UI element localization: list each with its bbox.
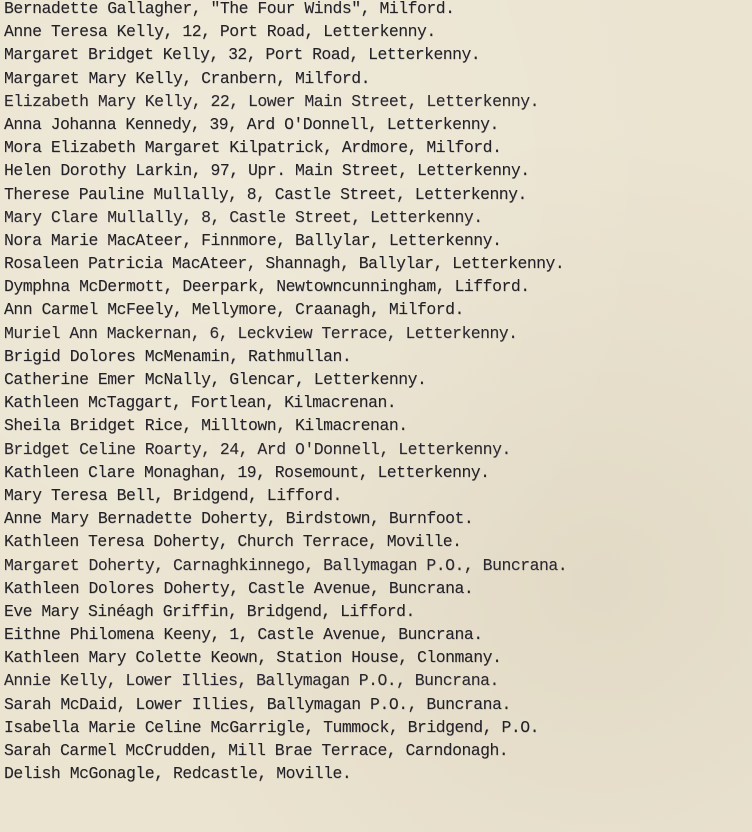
list-line: Brigid Dolores McMenamin, Rathmullan. (4, 346, 352, 366)
list-line: Bridget Celine Roarty, 24, Ard O'Donnell, Letterkenny. (4, 439, 511, 459)
list-line: Dymphna McDermott, Deerpark, Newtowncunningham, Lifford. (4, 277, 530, 297)
list-line: Mora Elizabeth Margaret Kilpatrick, Ardmore, Milford. (4, 138, 502, 158)
list-line: Therese Pauline Mullally, 8, Castle Street, Letterkenny. (4, 184, 527, 204)
list-line: Kathleen Dolores Doherty, Castle Avenue, Buncrana. (4, 578, 474, 598)
list-line: Eve Mary Sinéagh Griffin, Bridgend, Lifford. (4, 601, 415, 621)
list-line: Sheila Bridget Rice, Milltown, Kilmacrenan. (4, 416, 408, 436)
list-line: Kathleen Clare Monaghan, 19, Rosemount, Letterkenny. (4, 462, 490, 482)
list-line: Sarah Carmel McCrudden, Mill Brae Terrace, Carndonagh. (4, 741, 509, 760)
list-line: Helen Dorothy Larkin, 97, Upr. Main Street, Letterkenny. (4, 161, 530, 181)
list-line: Sarah McDaid, Lower Illies, Ballymagan P.O., Buncrana. (4, 694, 511, 714)
list-line: Kathleen Mary Colette Keown, Station House, Clonmany. (4, 648, 502, 668)
list-line: Catherine Emer McNally, Glencar, Letterkenny. (4, 370, 427, 389)
list-line: Anne Teresa Kelly, 12, Port Road, Letterkenny. (4, 22, 436, 42)
list-line: Eithne Philomena Keeny, 1, Castle Avenue, Buncrana. (4, 625, 483, 645)
list-line: Margaret Doherty, Carnaghkinnego, Ballymagan P.O., Buncrana. (4, 555, 568, 575)
list-line: Elizabeth Mary Kelly, 22, Lower Main Street, Letterkenny. (4, 91, 540, 111)
name-address-list (4, 0, 567, 785)
list-line: Isabella Marie Celine McGarrigle, Tummock, Bridgend, P.O. (4, 717, 540, 737)
list-line: Rosaleen Patricia MacAteer, Shannagh, Ballylar, Letterkenny. (4, 254, 565, 274)
list-line: Ann Carmel McFeely, Mellymore, Craanagh, Milford. (4, 300, 464, 320)
list-line: Mary Teresa Bell, Bridgend, Lifford. (4, 485, 342, 505)
list-line: Anna Johanna Kennedy, 39, Ard O'Donnell, Letterkenny. (4, 114, 499, 134)
list-line: Bernadette Gallagher, "The Four Winds", Milford. (4, 0, 455, 18)
list-line: Mary Clare Mullally, 8, Castle Street, Letterkenny. (4, 207, 483, 227)
list-line: Kathleen Teresa Doherty, Church Terrace, Moville. (4, 532, 462, 552)
list-line: Margaret Bridget Kelly, 32, Port Road, Letterkenny. (4, 45, 481, 65)
list-line: Annie Kelly, Lower Illies, Ballymagan P.O., Buncrana. (4, 671, 499, 691)
list-line: Delish McGonagle, Redcastle, Moville. (4, 764, 352, 784)
list-line: Kathleen McTaggart, Fortlean, Kilmacrenan. (4, 393, 397, 413)
list-line: Muriel Ann Mackernan, 6, Leckview Terrace, Letterkenny. (4, 323, 518, 343)
list-line: Anne Mary Bernadette Doherty, Birdstown, Burnfoot. (4, 509, 474, 529)
list-line: Margaret Mary Kelly, Cranbern, Milford. (4, 68, 371, 88)
list-line: Nora Marie MacAteer, Finnmore, Ballylar, Letterkenny. (4, 230, 502, 250)
